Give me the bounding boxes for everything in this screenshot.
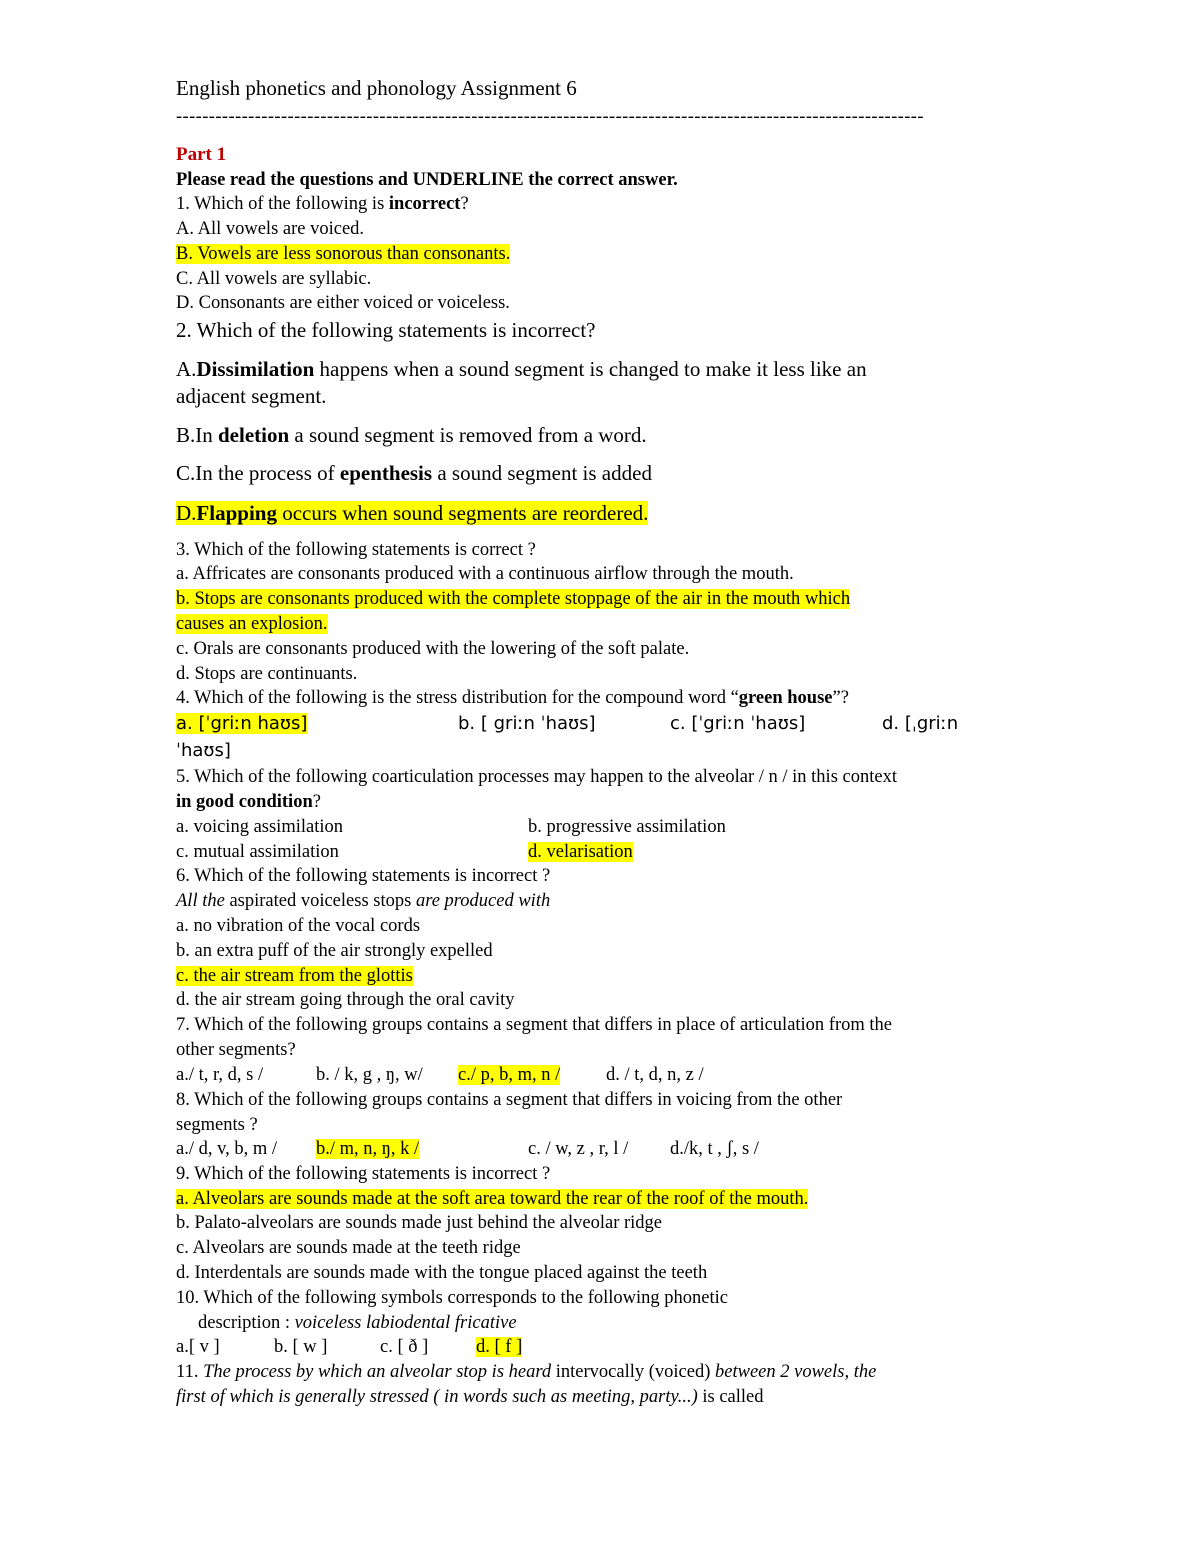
question-3-option-a[interactable]: a. Affricates are consonants produced with a continuous airflow through the mouth. bbox=[176, 564, 794, 584]
question-3-option-c[interactable]: c. Orals are consonants produced with the lowering of the soft palate. bbox=[176, 639, 690, 659]
question-1-option-a[interactable]: A. All vowels are voiced. bbox=[176, 219, 365, 239]
question-6-stem: 6. Which of the following statements is incorrect ? bbox=[176, 866, 551, 886]
part-heading: Part 1 bbox=[176, 144, 227, 165]
question-9-option-d[interactable]: d. Interdentals are sounds made with the tongue placed against the teeth bbox=[176, 1263, 708, 1283]
question-10-option-a[interactable]: a.[ v ] bbox=[176, 1337, 220, 1357]
question-7-option-b[interactable]: b. / k, g , ŋ, w/ bbox=[316, 1065, 423, 1085]
question-4-option-b[interactable]: b. [ griːn ˈhaʊs] bbox=[458, 713, 596, 734]
question-7-stem-cont: other segments? bbox=[176, 1040, 296, 1060]
question-3-option-b-cont: causes an explosion. bbox=[176, 614, 328, 634]
question-5-stem: 5. Which of the following coarticulation processes may happen to the alveolar / n / in this context bbox=[176, 767, 897, 787]
document-title: English phonetics and phonology Assignment 6 bbox=[176, 76, 577, 100]
question-4-option-d[interactable]: d. [ˌgriːn bbox=[882, 713, 959, 734]
question-8-option-c[interactable]: c. / w, z , r, l / bbox=[528, 1139, 629, 1159]
question-8-stem-cont: segments ? bbox=[176, 1115, 258, 1135]
question-5-option-c[interactable]: c. mutual assimilation bbox=[176, 842, 339, 862]
question-4-option-a[interactable] bbox=[176, 713, 307, 735]
question-5-option-a[interactable]: a. voicing assimilation bbox=[176, 817, 343, 837]
question-3-option-d[interactable]: d. Stops are continuants. bbox=[176, 664, 358, 684]
answer-highlight: D.Flapping occurs when sound segments are reordered. bbox=[176, 501, 649, 525]
question-4-stem: 4. Which of the following is the stress distribution for the compound word “green house”? bbox=[176, 688, 849, 708]
question-5-option-d[interactable] bbox=[528, 841, 633, 863]
question-4-option-c[interactable]: c. [ˈgriːn ˈhaʊs] bbox=[670, 713, 806, 734]
question-9-stem: 9. Which of the following statements is incorrect ? bbox=[176, 1164, 551, 1184]
question-10-option-d[interactable] bbox=[476, 1336, 522, 1358]
question-8-stem: 8. Which of the following groups contains a segment that differs in voicing from the other bbox=[176, 1090, 843, 1110]
question-11-stem-cont: first of which is generally stressed ( in words such as meeting, party...) is called bbox=[176, 1387, 764, 1407]
question-2-option-d[interactable] bbox=[176, 500, 648, 526]
question-10-option-c[interactable]: c. [ ð ] bbox=[380, 1337, 429, 1357]
instructions: Please read the questions and UNDERLINE the correct answer. bbox=[176, 170, 678, 190]
question-10-option-b[interactable]: b. [ w ] bbox=[274, 1337, 328, 1357]
answer-highlight: d. [ f ] bbox=[476, 1337, 523, 1357]
question-9-option-c[interactable]: c. Alveolars are sounds made at the teeth ridge bbox=[176, 1238, 521, 1258]
question-7-option-d[interactable]: d. / t, d, n, z / bbox=[606, 1065, 704, 1085]
question-8-option-a[interactable]: a./ d, v, b, m / bbox=[176, 1139, 278, 1159]
answer-highlight: b./ m, n, ŋ, k / bbox=[316, 1139, 420, 1159]
question-8-option-b[interactable] bbox=[316, 1138, 419, 1160]
question-6-option-c[interactable] bbox=[176, 965, 413, 987]
question-2-option-c[interactable]: C.In the process of epenthesis a sound segment is added bbox=[176, 461, 652, 485]
question-2-option-b[interactable]: B.In deletion a sound segment is removed from a word. bbox=[176, 423, 647, 447]
question-2-option-a[interactable]: A.Dissimilation happens when a sound segment is changed to make it less like an bbox=[176, 357, 867, 381]
question-7-option-a[interactable]: a./ t, r, d, s / bbox=[176, 1065, 264, 1085]
answer-highlight: c. the air stream from the glottis bbox=[176, 966, 413, 986]
answer-highlight: b. Stops are consonants produced with the complete stoppage of the air in the mouth which bbox=[176, 589, 851, 609]
answer-highlight: B. Vowels are less sonorous than consonants. bbox=[176, 244, 511, 264]
question-6-option-a[interactable]: a. no vibration of the vocal cords bbox=[176, 916, 421, 936]
question-5-option-b[interactable]: b. progressive assimilation bbox=[528, 817, 726, 837]
question-10-stem-cont: description : voiceless labiodental fricative bbox=[198, 1313, 517, 1333]
answer-highlight: d. velarisation bbox=[528, 842, 633, 862]
question-2-option-a-cont: adjacent segment. bbox=[176, 384, 327, 408]
question-7-option-c[interactable] bbox=[458, 1064, 560, 1086]
answer-highlight: c./ p, b, m, n / bbox=[458, 1065, 561, 1085]
question-8-option-d[interactable]: d./k, t , ʃ, s / bbox=[670, 1139, 759, 1159]
question-3-stem: 3. Which of the following statements is correct ? bbox=[176, 540, 536, 560]
question-10-stem: 10. Which of the following symbols corresponds to the following phonetic bbox=[176, 1288, 729, 1308]
question-5-stem-cont: in good condition? bbox=[176, 792, 321, 812]
question-1-option-b[interactable] bbox=[176, 243, 510, 265]
question-1-option-c[interactable]: C. All vowels are syllabic. bbox=[176, 269, 372, 289]
question-6-option-d[interactable]: d. the air stream going through the oral cavity bbox=[176, 990, 515, 1010]
question-7-stem: 7. Which of the following groups contains a segment that differs in place of articulation from the bbox=[176, 1015, 892, 1035]
question-6-substem: All the aspirated voiceless stops are produced with bbox=[176, 891, 551, 911]
question-1-stem: 1. Which of the following is incorrect? bbox=[176, 194, 469, 214]
question-2-stem: 2. Which of the following statements is incorrect? bbox=[176, 318, 596, 342]
question-4-option-d-cont: ˈhaʊs] bbox=[176, 740, 231, 761]
question-9-option-a[interactable] bbox=[176, 1188, 808, 1210]
question-9-option-b[interactable]: b. Palato-alveolars are sounds made just behind the alveolar ridge bbox=[176, 1213, 662, 1233]
question-1-option-d[interactable]: D. Consonants are either voiced or voiceless. bbox=[176, 293, 510, 313]
answer-highlight: a. [ˈgriːn haʊs] bbox=[176, 713, 308, 734]
question-6-option-b[interactable]: b. an extra puff of the air strongly expelled bbox=[176, 941, 493, 961]
answer-highlight: a. Alveolars are sounds made at the soft area toward the rear of the roof of the mouth. bbox=[176, 1189, 809, 1209]
question-3-option-b[interactable] bbox=[176, 588, 850, 610]
separator-line: ------------------------------------------------------------------------------------------------------------------ bbox=[176, 107, 924, 127]
question-11-stem: 11. The process by which an alveolar stop is heard intervocally (voiced) between 2 vowels, the bbox=[176, 1362, 877, 1382]
